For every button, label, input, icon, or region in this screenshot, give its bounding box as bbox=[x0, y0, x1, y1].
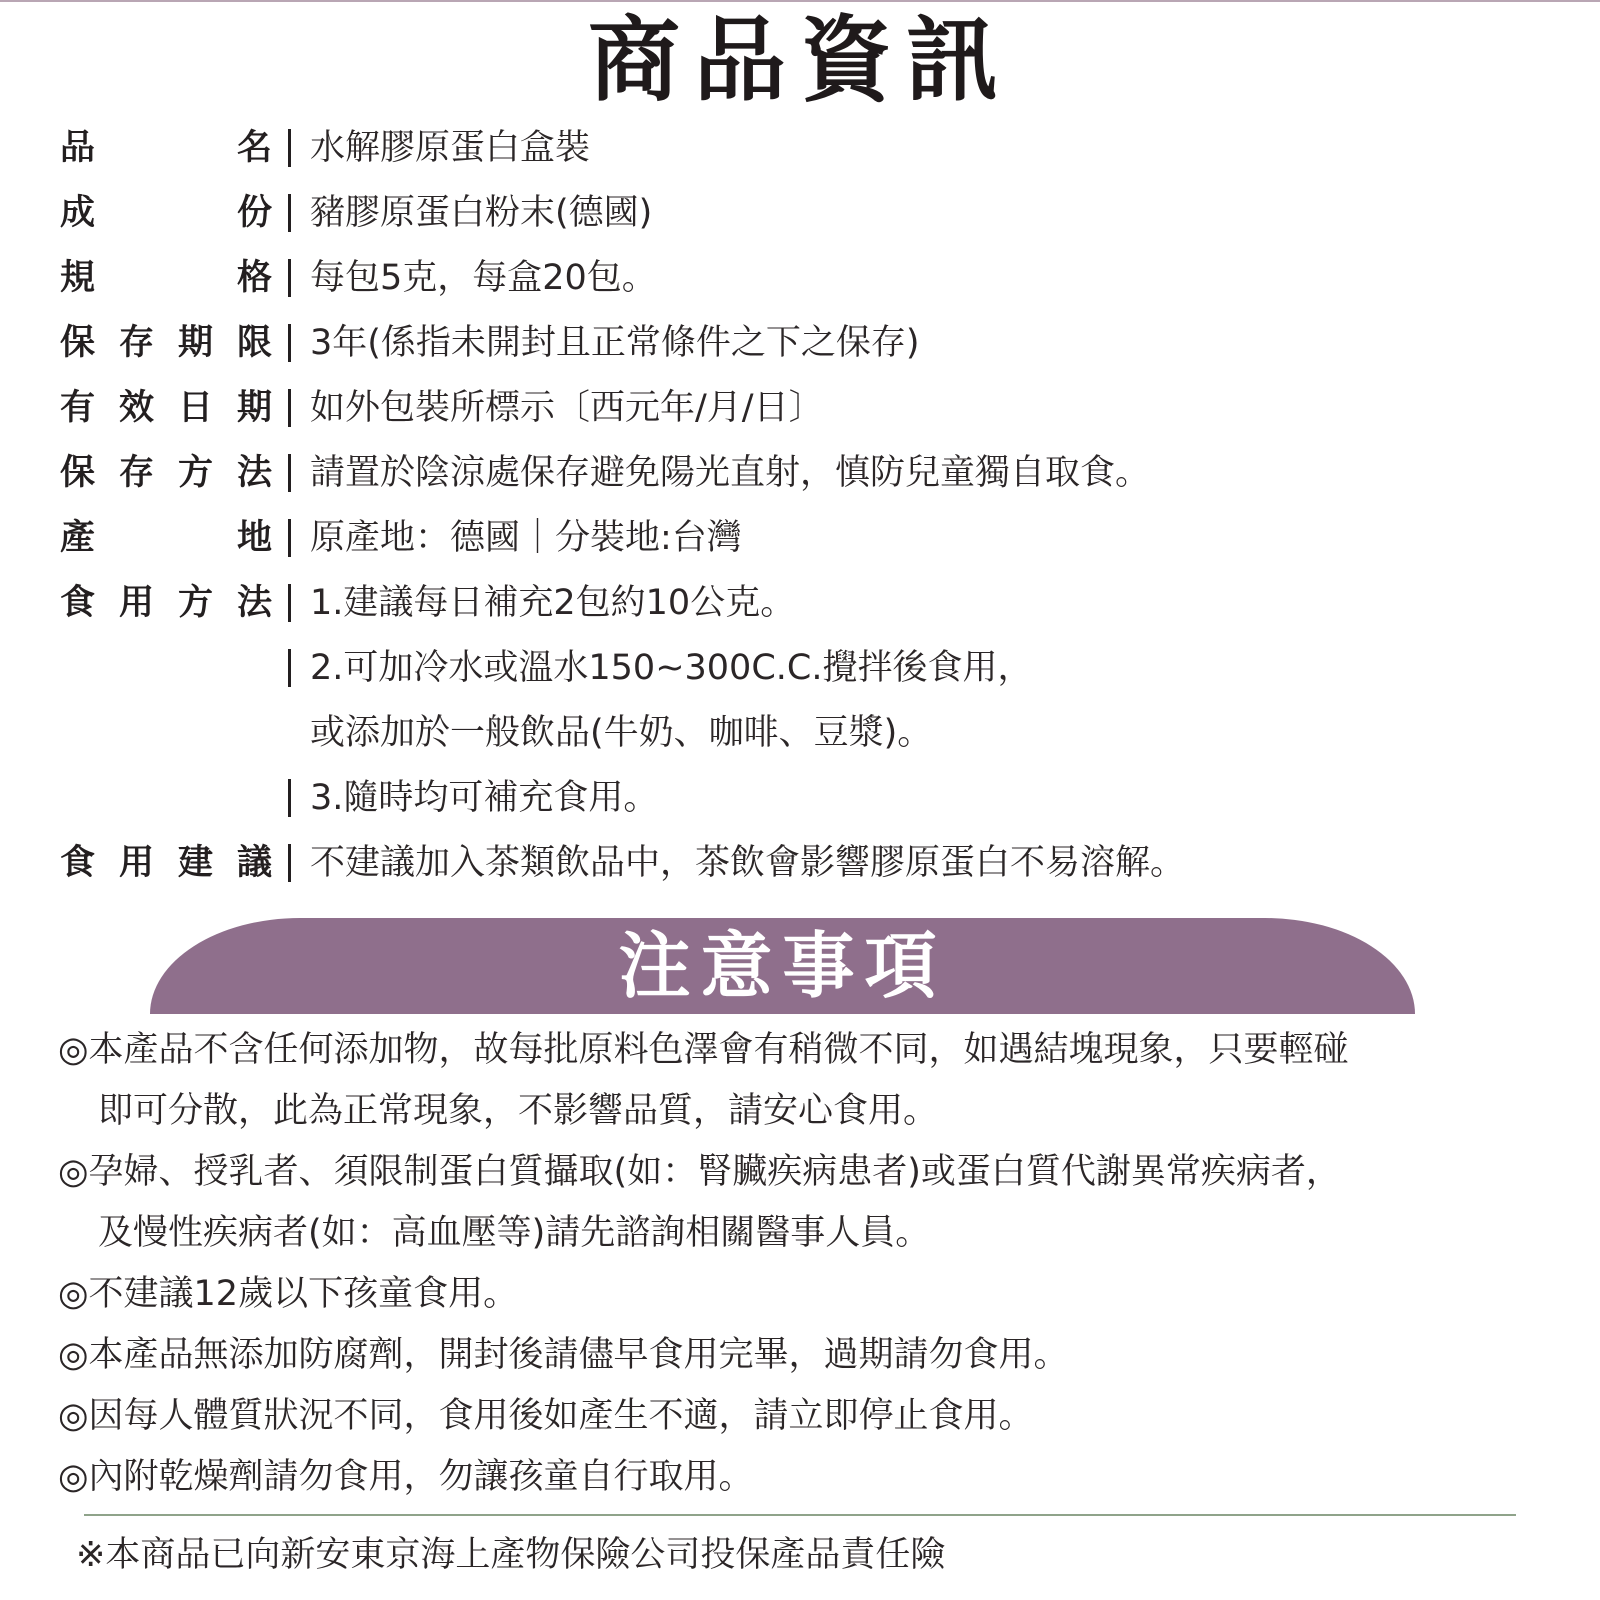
info-value: 3年(係指未開封且正常條件之下之保存) bbox=[310, 323, 920, 363]
info-value: 豬膠原蛋白粉末(德國) bbox=[310, 193, 653, 233]
info-value: 請置於陰涼處保存避免陽光直射，慎防兒童獨自取食。 bbox=[310, 453, 1151, 493]
info-label bbox=[60, 127, 272, 169]
info-label-char: 法 bbox=[236, 583, 272, 623]
info-row bbox=[60, 830, 1560, 895]
info-label bbox=[60, 322, 272, 364]
info-value: 原產地：德國｜分裝地:台灣 bbox=[310, 518, 742, 558]
info-label bbox=[60, 387, 272, 429]
notice-item: 及慢性疾病者(如：高血壓等)請先諮詢相關醫事人員。 bbox=[98, 1213, 931, 1253]
info-row bbox=[60, 375, 1560, 440]
info-label-char: 地 bbox=[236, 518, 272, 558]
info-label-char: 法 bbox=[236, 453, 272, 493]
info-label-char: 名 bbox=[236, 128, 272, 168]
info-row bbox=[60, 180, 1560, 245]
notice-list bbox=[58, 1020, 1578, 1508]
info-label-char: 用 bbox=[118, 583, 154, 623]
notice-banner bbox=[150, 918, 1415, 1014]
info-label bbox=[60, 192, 272, 234]
label-separator bbox=[288, 129, 291, 167]
bottom-divider bbox=[84, 1514, 1516, 1516]
info-row bbox=[60, 115, 1560, 180]
info-row bbox=[60, 700, 1560, 765]
notice-item: ◎內附乾燥劑請勿食用，勿讓孩童自行取用。 bbox=[58, 1457, 754, 1497]
info-label-char: 議 bbox=[236, 843, 272, 883]
info-value: 2.可加冷水或溫水150~300C.C.攪拌後食用， bbox=[310, 648, 1033, 688]
info-row bbox=[60, 570, 1560, 635]
info-label-char: 份 bbox=[236, 193, 272, 233]
label-separator bbox=[288, 194, 291, 232]
label-separator bbox=[288, 324, 291, 362]
notice-item: ◎因每人體質狀況不同，食用後如產生不適，請立即停止食用。 bbox=[58, 1396, 1034, 1436]
notice-item: ◎本產品無添加防腐劑，開封後請儘早食用完畢，過期請勿食用。 bbox=[58, 1335, 1069, 1375]
info-row bbox=[60, 440, 1560, 505]
info-value: 如外包裝所標示〔西元年/月/日〕 bbox=[310, 388, 824, 428]
info-label-char: 有 bbox=[60, 388, 96, 428]
info-value: 或添加於一般飲品(牛奶、咖啡、豆漿)。 bbox=[310, 713, 933, 753]
info-label-char: 方 bbox=[177, 583, 213, 623]
info-row bbox=[60, 765, 1560, 830]
info-label-char: 保 bbox=[60, 323, 96, 363]
info-row bbox=[60, 310, 1560, 375]
info-value: 每包5克，每盒20包。 bbox=[310, 258, 657, 298]
info-row bbox=[60, 505, 1560, 570]
label-separator bbox=[288, 649, 291, 687]
info-value: 水解膠原蛋白盒裝 bbox=[310, 128, 591, 168]
info-label-char: 期 bbox=[236, 388, 272, 428]
info-value: 3.隨時均可補充食用。 bbox=[310, 778, 659, 818]
info-label-char: 期 bbox=[177, 323, 213, 363]
info-label-char: 成 bbox=[60, 193, 96, 233]
label-separator bbox=[288, 389, 291, 427]
info-label-char: 格 bbox=[236, 258, 272, 298]
info-value: 不建議加入茶類飲品中，茶飲會影響膠原蛋白不易溶解。 bbox=[310, 843, 1186, 883]
product-info-table bbox=[60, 115, 1560, 895]
label-separator bbox=[288, 584, 291, 622]
info-label-char: 建 bbox=[177, 843, 213, 883]
top-divider bbox=[0, 0, 1600, 2]
label-separator bbox=[288, 259, 291, 297]
info-label-char: 品 bbox=[60, 128, 96, 168]
info-label-char: 存 bbox=[118, 323, 154, 363]
info-label-char: 限 bbox=[236, 323, 272, 363]
info-label-char: 用 bbox=[118, 843, 154, 883]
insurance-note: ※本商品已向新安東京海上產物保險公司投保產品責任險 bbox=[76, 1535, 946, 1575]
info-label-char: 保 bbox=[60, 453, 96, 493]
label-separator bbox=[288, 519, 291, 557]
label-separator bbox=[288, 454, 291, 492]
info-value: 1.建議每日補充2包約10公克。 bbox=[310, 583, 796, 623]
label-separator bbox=[288, 844, 291, 882]
info-label-char: 食 bbox=[60, 843, 96, 883]
notice-item: ◎本產品不含任何添加物，故每批原料色澤會有稍微不同，如遇結塊現象，只要輕碰 bbox=[58, 1030, 1349, 1070]
info-label-char: 規 bbox=[60, 258, 96, 298]
info-label-char: 存 bbox=[118, 453, 154, 493]
info-label-char: 食 bbox=[60, 583, 96, 623]
notice-item: 即可分散，此為正常現象，不影響品質，請安心食用。 bbox=[98, 1091, 939, 1131]
info-row bbox=[60, 245, 1560, 310]
label-separator bbox=[288, 779, 291, 817]
info-label-char: 效 bbox=[118, 388, 154, 428]
notice-item: ◎不建議12歲以下孩童食用。 bbox=[58, 1274, 519, 1314]
info-row bbox=[60, 635, 1560, 700]
info-label bbox=[60, 517, 272, 559]
page-title: 商品資訊 bbox=[587, 6, 1012, 114]
info-label bbox=[60, 452, 272, 494]
info-label-char: 產 bbox=[60, 518, 96, 558]
info-label-char: 方 bbox=[177, 453, 213, 493]
notice-item: ◎孕婦、授乳者、須限制蛋白質攝取(如：腎臟疾病患者)或蛋白質代謝異常疾病者， bbox=[58, 1152, 1341, 1192]
info-label bbox=[60, 842, 272, 884]
info-label bbox=[60, 582, 272, 624]
notice-title: 注意事項 bbox=[618, 923, 947, 1008]
info-label-char: 日 bbox=[177, 388, 213, 428]
info-label bbox=[60, 257, 272, 299]
